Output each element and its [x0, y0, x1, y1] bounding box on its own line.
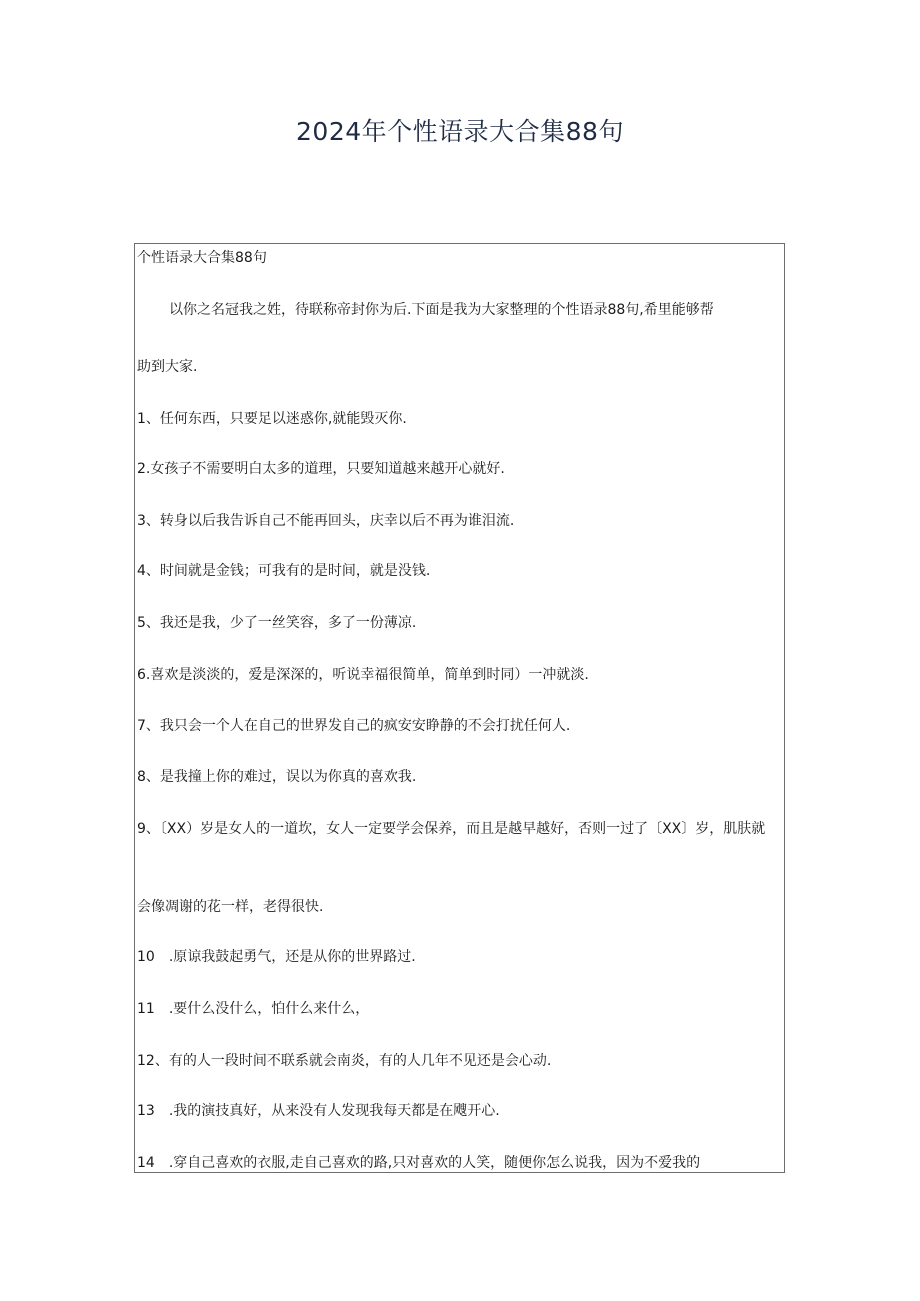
- quote-item-2: 2.女孩子不需要明白太多的道理，只要知道越来越开心就好.: [137, 461, 505, 477]
- intro-paragraph-line-2: 助到大家.: [137, 359, 198, 375]
- quote-item-9-continued: 会像凋谢的花一样，老得很快.: [137, 899, 324, 915]
- quote-item-12: 12、有的人一段时间不联系就会南炎，有的人几年不见还是会心动.: [137, 1053, 552, 1069]
- quote-item-3: 3、转身以后我告诉自己不能再回头，庆幸以后不再为谁泪流.: [137, 513, 515, 529]
- content-table-cell: [134, 243, 785, 1173]
- quote-item-6: 6.喜欢是淡淡的，爱是深深的，听说幸福很简单，简单到时同）一冲就淡.: [137, 667, 589, 683]
- quote-item-8: 8、是我撞上你的难过，误以为你真的喜欢我.: [137, 769, 417, 785]
- quote-item-11: 11 .要什么没什么，怕什么来什么，: [137, 1001, 370, 1017]
- quote-item-9: 9、〔XX）岁是女人的一道坎，女人一定要学会保养，而且是越早越好，否则一过了〔XX〕岁，肌肤就: [137, 821, 766, 837]
- section-heading: 个性语录大合集88句: [137, 250, 267, 266]
- quote-item-5: 5、我还是我，少了一丝笑容，多了一份薄凉.: [137, 615, 417, 631]
- intro-paragraph-line-1: 以你之名冠我之姓，待联称帝封你为后.下面是我为大家整理的个性语录88句,希里能够帮: [169, 302, 714, 318]
- quote-item-1: 1、任何东西，只要足以迷惑你,就能毁灭你.: [137, 411, 407, 427]
- quote-item-10: 10 .原谅我鼓起勇气，还是从你的世界路过.: [137, 949, 416, 965]
- quote-item-4: 4、时间就是金钱；可我有的是时间，就是没钱.: [137, 563, 431, 579]
- quote-item-7: 7、我只会一个人在自己的世界发自己的疯安安睁静的不会打扰任何人.: [137, 718, 571, 734]
- document-title: 2024年个性语录大合集88句: [296, 117, 624, 146]
- quote-item-13: 13 .我的演技真好，从来没有人发现我每天都是在飕开心.: [137, 1103, 500, 1119]
- quote-item-14: 14 .穿自己喜欢的衣服,走自己喜欢的路,只对喜欢的人笑，随便你怎么说我，因为不爱我的: [137, 1155, 701, 1171]
